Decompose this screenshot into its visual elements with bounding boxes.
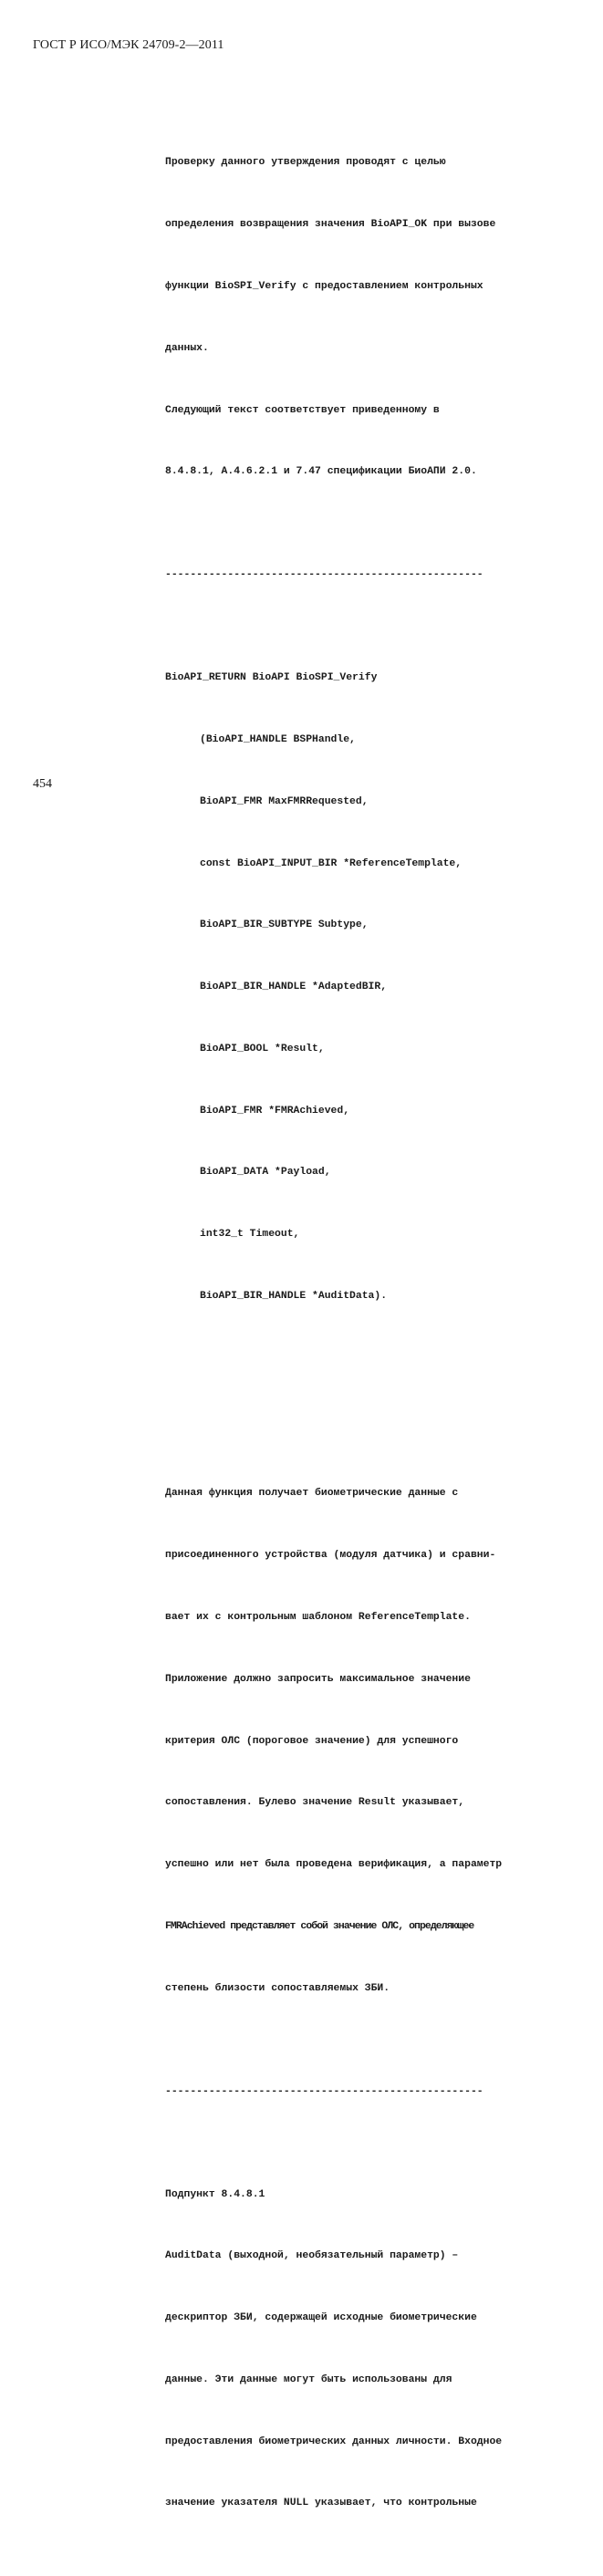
text-line: Данная функция получает биометрические данные с — [165, 1488, 459, 1500]
text-line: успешно или нет была проведена верификация, а параметр — [165, 1859, 503, 1871]
document-header: ГОСТ Р ИСО/МЭК 24709-2—2011 — [33, 38, 224, 52]
separator-line: --------------------------------------------------- — [165, 569, 483, 581]
code-param: BioAPI_BIR_HANDLE *AdaptedBIR, — [200, 982, 388, 993]
text-line: критерия ОЛС (пороговое значение) для успешного — [165, 1735, 459, 1747]
text-line: присоединенного устройства (модуля датчика) и сравни- — [165, 1550, 496, 1562]
text-line: Следующий текст соответствует приведенному в — [165, 404, 440, 416]
code-param: BioAPI_DATA *Payload, — [200, 1167, 331, 1179]
subclause-paragraph — [165, 2143, 567, 2555]
text-line: значение указателя NULL указывает, что контрольные — [165, 2498, 477, 2509]
subclause-heading: Подпункт 8.4.8.1 — [165, 2188, 265, 2200]
description-paragraph — [165, 1442, 567, 2040]
code-param: const BioAPI_INPUT_BIR *ReferenceTemplate, — [200, 857, 463, 869]
text-line: FMRAchieved представляет собой значение ОЛС, определяющее — [165, 1920, 474, 1932]
intro-paragraph — [165, 111, 567, 524]
code-param: int32_t Timeout, — [200, 1229, 300, 1241]
function-signature: BioAPI_RETURN BioAPI BioSPI_Verify — [165, 672, 378, 684]
text-line: дескриптор ЗБИ, содержащей исходные биометрические — [165, 2312, 477, 2324]
text-line: 8.4.8.1, A.4.6.2.1 и 7.47 спецификации БиоАПИ 2.0. — [165, 466, 477, 478]
text-line: степень близости сопоставляемых ЗБИ. — [165, 1982, 390, 1994]
text-line: данных. — [165, 342, 209, 354]
code-param: BioAPI_BOOL *Result, — [200, 1043, 325, 1054]
text-line: Проверку данного утверждения проводят с целью — [165, 157, 446, 169]
text-line: предоставления биометрических данных личности. Входное — [165, 2436, 503, 2447]
code-param: (BioAPI_HANDLE BSPHandle, — [200, 734, 356, 745]
separator-line: --------------------------------------------------- — [165, 2085, 483, 2097]
code-param: BioAPI_BIR_HANDLE *AuditData). — [200, 1291, 388, 1303]
text-line: AuditData (выходной, необязательный параметр) – — [165, 2250, 459, 2262]
text-line: сопоставления. Булево значение Result указывает, — [165, 1797, 465, 1809]
spacer — [165, 1389, 567, 1401]
text-line: функции BioSPI_Verify с предоставлением контрольных — [165, 280, 483, 292]
code-param: BioAPI_FMR *FMRAchieved, — [200, 1105, 350, 1117]
code-param: BioAPI_FMR MaxFMRRequested, — [200, 795, 369, 807]
text-line: вает их с контрольным шаблоном ReferenceTemplate. — [165, 1611, 471, 1623]
page-body — [165, 70, 567, 2576]
code-param: BioAPI_BIR_SUBTYPE Subtype, — [200, 919, 369, 931]
text-line: определения возвращения значения BioAPI_OK при вызове — [165, 219, 496, 231]
page-number: 454 — [33, 777, 52, 791]
text-line: данные. Эти данные могут быть использованы для — [165, 2373, 452, 2385]
code-block — [165, 627, 567, 1348]
text-line: Приложение должно запросить максимальное значение — [165, 1673, 471, 1685]
